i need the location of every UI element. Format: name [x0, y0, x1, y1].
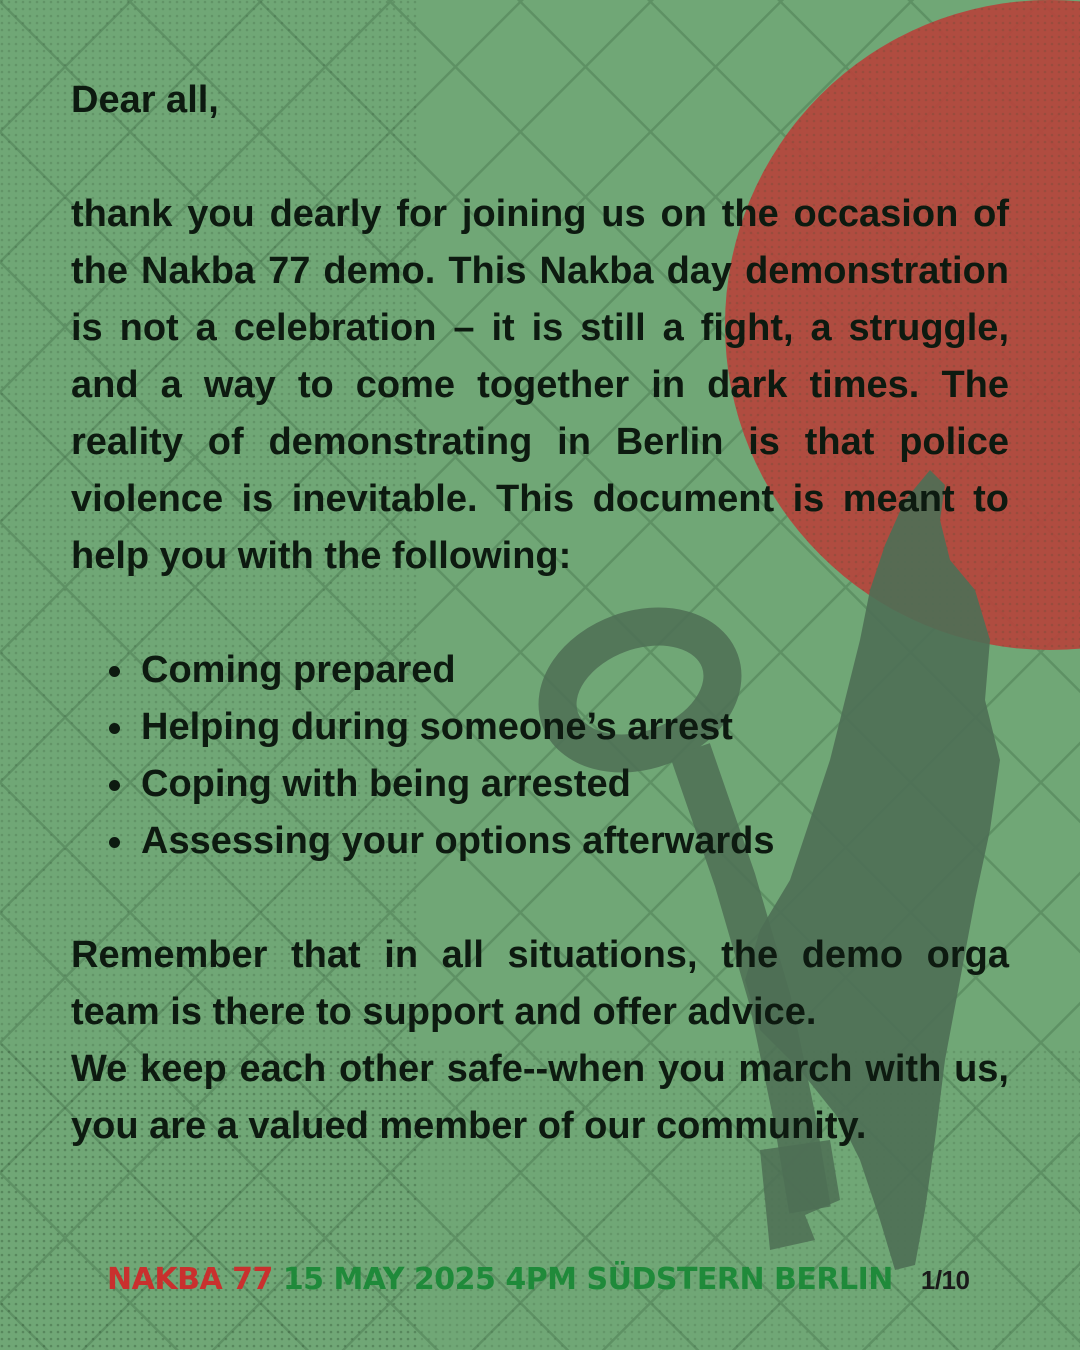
letter-body [71, 72, 1009, 1155]
page-indicator: 1/10 [920, 1265, 970, 1295]
closing-paragraph-support: Remember that in all situations, the demo orga team is there to support and offer advice. [71, 934, 1009, 1033]
closing-paragraph-community: We keep each other safe--when you march with us, you are a valued member of our community. [71, 1048, 1009, 1147]
greeting: Dear all, [71, 79, 219, 121]
intro-paragraph: thank you dearly for joining us on the occasion of the Nakba 77 demo. This Nakba day demonstration is not a celebration – it is still a fight, a struggle, and a way to come together in dark times. The reality of demonstrating in Berlin is that police violence is inevitable. This document is meant to help you with the following: [71, 193, 1009, 577]
list-item: Coping with being arrested [141, 756, 1009, 813]
event-footer [107, 1262, 1011, 1297]
list-item: Coming prepared [141, 642, 1009, 699]
list-item: Helping during someone’s arrest [141, 699, 1009, 756]
list-item: Assessing your options afterwards [141, 813, 1009, 870]
event-details: 15 MAY 2025 4PM SÜDSTERN BERLIN [282, 1262, 893, 1297]
topics-list [71, 642, 1009, 870]
event-name: NAKBA 77 [107, 1262, 273, 1297]
